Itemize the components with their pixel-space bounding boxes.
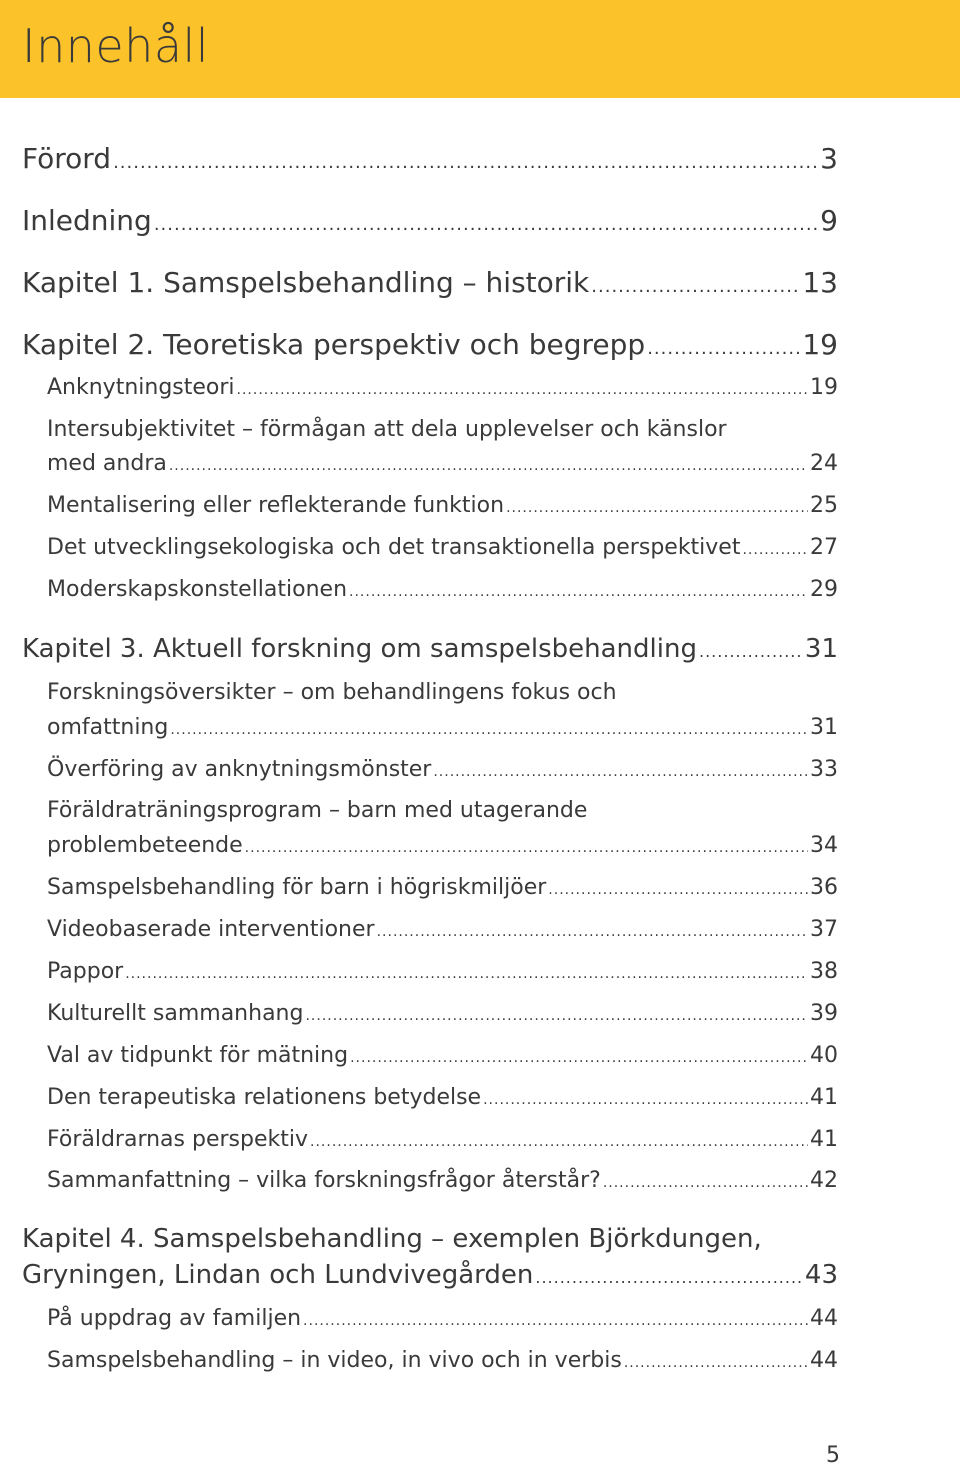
toc-entry-kapitel-4-line1[interactable]: Kapitel 4. Samspelsbehandling – exemplen Björkdungen, bbox=[22, 1224, 762, 1254]
toc-entry-kapitel-2[interactable] bbox=[22, 328, 838, 361]
toc-subentry[interactable] bbox=[47, 959, 838, 984]
toc-entry-page: 9 bbox=[820, 204, 838, 237]
toc-entry-label: Anknytningsteori bbox=[47, 375, 235, 400]
toc-subentry[interactable] bbox=[47, 375, 838, 400]
toc-entry-page: 3 bbox=[820, 142, 838, 175]
toc-subentry-line1[interactable]: Föräldraträningsprogram – barn med utagerande bbox=[47, 798, 588, 823]
dot-leader bbox=[591, 276, 800, 297]
dot-leader bbox=[303, 1313, 808, 1329]
toc-subentry[interactable] bbox=[47, 757, 838, 782]
toc-entry-label: Kapitel 2. Teoretiska perspektiv och begrepp bbox=[22, 328, 646, 361]
toc-entry-page: 27 bbox=[810, 535, 838, 560]
dot-leader bbox=[170, 722, 808, 738]
toc-entry-inledning[interactable] bbox=[22, 204, 838, 237]
toc-subentry[interactable] bbox=[47, 917, 838, 942]
toc-entry-page: 37 bbox=[810, 917, 838, 942]
toc-entry-label: Kulturellt sammanhang bbox=[47, 1001, 304, 1026]
toc-entry-label: Kapitel 3. Aktuell forskning om samspelsbehandling bbox=[22, 634, 697, 664]
toc-entry-page: 31 bbox=[804, 634, 838, 664]
toc-entry-page: 38 bbox=[810, 959, 838, 984]
toc-entry-label: På uppdrag av familjen bbox=[47, 1306, 302, 1331]
dot-leader bbox=[535, 1268, 803, 1287]
dot-leader bbox=[245, 840, 808, 856]
dot-leader bbox=[548, 882, 808, 898]
toc-entry-label: Samspelsbehandling – in video, in vivo och in verbis bbox=[47, 1348, 622, 1373]
toc-entry-page: 43 bbox=[804, 1260, 838, 1290]
dot-leader bbox=[349, 584, 808, 600]
toc-entry-page: 44 bbox=[810, 1306, 838, 1331]
dot-leader bbox=[433, 764, 808, 780]
toc-subentry[interactable] bbox=[47, 875, 838, 900]
toc-entry-page: 42 bbox=[810, 1168, 838, 1193]
dot-leader bbox=[113, 152, 818, 173]
toc-entry-label: Det utvecklingsekologiska och det transaktionella perspektivet bbox=[47, 535, 741, 560]
toc-entry-page: 33 bbox=[810, 757, 838, 782]
toc-entry-page: 39 bbox=[810, 1001, 838, 1026]
toc-subentry[interactable] bbox=[47, 451, 838, 476]
dot-leader bbox=[647, 338, 800, 359]
dot-leader bbox=[603, 1175, 808, 1191]
toc-entry-page: 44 bbox=[810, 1348, 838, 1373]
toc-entry-page: 41 bbox=[810, 1127, 838, 1152]
toc-entry-label: problembeteende bbox=[47, 833, 243, 858]
toc-entry-page: 31 bbox=[810, 715, 838, 740]
dot-leader bbox=[506, 500, 808, 516]
toc-entry-label: Den terapeutiska relationens betydelse bbox=[47, 1085, 482, 1110]
toc-entry-forord[interactable] bbox=[22, 142, 838, 175]
toc-entry-label: Videobaserade interventioner bbox=[47, 917, 375, 942]
toc-subentry[interactable] bbox=[47, 715, 838, 740]
toc-entry-label: Samspelsbehandling för barn i högriskmiljöer bbox=[47, 875, 547, 900]
toc-subentry-line1[interactable]: Intersubjektivitet – förmågan att dela upplevelser och känslor bbox=[47, 417, 727, 442]
toc-entry-label: Val av tidpunkt för mätning bbox=[47, 1043, 349, 1068]
toc-subentry[interactable] bbox=[47, 577, 838, 602]
toc-entry-page: 25 bbox=[810, 493, 838, 518]
dot-leader bbox=[125, 966, 808, 982]
toc-subentry[interactable] bbox=[47, 1043, 838, 1068]
toc-subentry[interactable] bbox=[47, 1085, 838, 1110]
dot-leader bbox=[154, 214, 818, 235]
page-title: Innehåll bbox=[22, 19, 210, 73]
toc-subentry[interactable] bbox=[47, 833, 838, 858]
toc-entry-page: 40 bbox=[810, 1043, 838, 1068]
toc-entry-kapitel-1[interactable] bbox=[22, 266, 838, 299]
dot-leader bbox=[305, 1008, 808, 1024]
dot-leader bbox=[310, 1134, 808, 1150]
toc-entry-label: Mentalisering eller reflekterande funktion bbox=[47, 493, 505, 518]
toc-subentry[interactable] bbox=[47, 1001, 838, 1026]
toc-entry-label: omfattning bbox=[47, 715, 169, 740]
toc-entry-kapitel-3[interactable] bbox=[22, 634, 838, 664]
toc-subentry[interactable] bbox=[47, 535, 838, 560]
toc-entry-label: Inledning bbox=[22, 204, 152, 237]
dot-leader bbox=[699, 642, 803, 661]
dot-leader bbox=[350, 1050, 808, 1066]
toc-entry-label: Föräldrarnas perspektiv bbox=[47, 1127, 309, 1152]
dot-leader bbox=[377, 924, 808, 940]
toc-entry-page: 41 bbox=[810, 1085, 838, 1110]
toc-entry-page: 29 bbox=[810, 577, 838, 602]
toc-entry-page: 13 bbox=[802, 266, 838, 299]
toc-subentry[interactable] bbox=[47, 493, 838, 518]
toc-subentry[interactable] bbox=[47, 1306, 838, 1331]
toc-entry-label: Förord bbox=[22, 142, 112, 175]
dot-leader bbox=[169, 458, 808, 474]
toc-entry-label: Moderskapskonstellationen bbox=[47, 577, 348, 602]
page-number: 5 bbox=[826, 1443, 840, 1468]
toc-entry-page: 34 bbox=[810, 833, 838, 858]
toc-entry-label: Sammanfattning – vilka forskningsfrågor återstår? bbox=[47, 1168, 601, 1193]
dot-leader bbox=[742, 542, 808, 558]
dot-leader bbox=[483, 1092, 808, 1108]
toc-subentry[interactable] bbox=[47, 1127, 838, 1152]
toc-entry-label: med andra bbox=[47, 451, 167, 476]
dot-leader bbox=[237, 382, 808, 398]
toc-entry-page: 19 bbox=[810, 375, 838, 400]
toc-subentry-line1[interactable]: Forskningsöversikter – om behandlingens fokus och bbox=[47, 680, 617, 705]
toc-entry-kapitel-4[interactable] bbox=[22, 1260, 838, 1290]
toc-entry-page: 24 bbox=[810, 451, 838, 476]
toc-subentry[interactable] bbox=[47, 1168, 838, 1193]
toc-entry-label: Överföring av anknytningsmönster bbox=[47, 757, 432, 782]
toc-entry-page: 36 bbox=[810, 875, 838, 900]
toc-entry-page: 19 bbox=[802, 328, 838, 361]
toc-entry-label: Kapitel 1. Samspelsbehandling – historik bbox=[22, 266, 590, 299]
toc-entry-label: Pappor bbox=[47, 959, 124, 984]
toc-subentry[interactable] bbox=[47, 1348, 838, 1373]
dot-leader bbox=[624, 1355, 808, 1371]
toc-entry-label: Gryningen, Lindan och Lundvivegården bbox=[22, 1260, 534, 1290]
